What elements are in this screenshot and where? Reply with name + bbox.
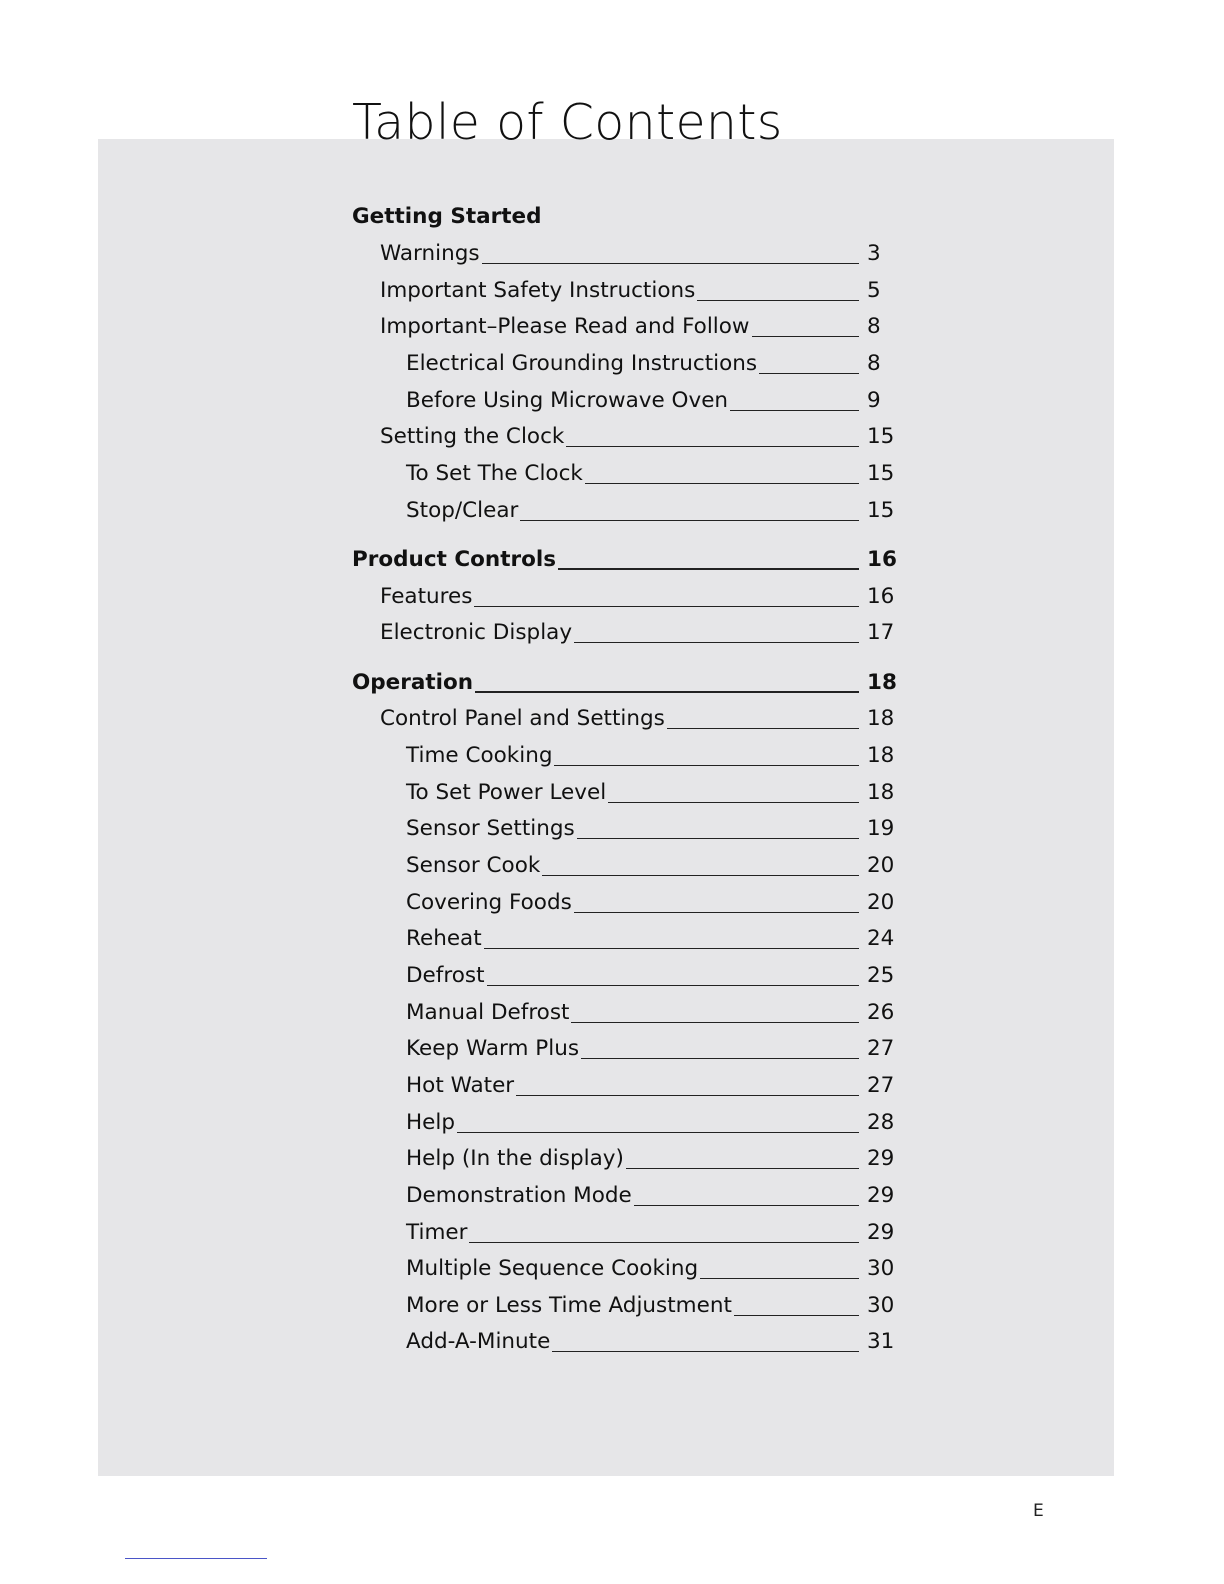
toc-entry-label: Help (In the display) <box>406 1146 624 1171</box>
toc-entry-manual-defrost[interactable] <box>352 992 893 1028</box>
toc-entry-label: Electrical Grounding Instructions <box>406 351 758 376</box>
toc-page-number: 8 <box>867 351 881 376</box>
toc-entry-sensor-cook[interactable] <box>352 845 893 881</box>
toc-entry-more-or-less-time[interactable] <box>352 1285 893 1321</box>
toc-leader <box>558 568 859 570</box>
toc-entry-to-set-power-level[interactable] <box>352 772 893 808</box>
toc-entry-label: Add-A-Minute <box>406 1329 551 1354</box>
toc-leader <box>475 691 859 693</box>
toc-leader <box>542 875 859 876</box>
page-title: Table of Contents <box>352 94 783 151</box>
toc-page-number: 29 <box>867 1220 895 1245</box>
toc-leader <box>516 1095 859 1096</box>
toc-entry-stop-clear[interactable] <box>352 490 893 526</box>
toc-entry-electrical-grounding[interactable] <box>352 343 893 379</box>
toc-entry-label: Sensor Cook <box>406 853 541 878</box>
toc-entry-defrost[interactable] <box>352 955 893 991</box>
toc-page-number: 18 <box>867 706 895 731</box>
toc-leader <box>520 520 859 521</box>
toc-page-number: 16 <box>867 547 897 572</box>
toc-leader <box>585 483 859 484</box>
toc-entry-label: Important–Please Read and Follow <box>380 314 750 339</box>
toc-page-number: 30 <box>867 1256 895 1281</box>
toc-entry-hot-water[interactable] <box>352 1065 893 1101</box>
toc-leader <box>700 1278 859 1279</box>
toc-page-number: 15 <box>867 424 895 449</box>
toc-page-number: 15 <box>867 498 895 523</box>
toc-page-number: 30 <box>867 1293 895 1318</box>
toc-leader <box>577 838 859 839</box>
toc-entry-label: Manual Defrost <box>406 1000 570 1025</box>
toc-section-label: Operation <box>352 670 474 695</box>
toc-entry-label: Before Using Microwave Oven <box>406 388 729 413</box>
toc-page-number: 3 <box>867 241 881 266</box>
toc-entry-label: Help <box>406 1110 456 1135</box>
toc-entry-label: To Set Power Level <box>406 780 607 805</box>
toc-leader <box>626 1168 859 1169</box>
toc-entry-timer[interactable] <box>352 1212 893 1248</box>
toc-entry-label: Sensor Settings <box>406 816 575 841</box>
toc-entry-label: Multiple Sequence Cooking <box>406 1256 699 1281</box>
toc-entry-label: Control Panel and Settings <box>380 706 665 731</box>
toc-page-number: 24 <box>867 926 895 951</box>
toc-entry-label: Reheat <box>406 926 482 951</box>
language-marker: E <box>1033 1501 1044 1521</box>
toc-leader <box>487 985 859 986</box>
toc-page-number: 18 <box>867 780 895 805</box>
toc-entry-label: More or Less Time Adjustment <box>406 1293 732 1318</box>
toc-leader <box>484 948 859 949</box>
toc-page-number: 31 <box>867 1329 895 1354</box>
toc-entry-label: Keep Warm Plus <box>406 1036 580 1061</box>
toc-page-number: 20 <box>867 853 895 878</box>
toc-page-number: 27 <box>867 1036 895 1061</box>
toc-leader <box>482 263 859 264</box>
toc-entry-electronic-display[interactable] <box>352 612 893 648</box>
toc-page-number: 18 <box>867 743 895 768</box>
toc-entry-label: Demonstration Mode <box>406 1183 632 1208</box>
toc-page-number: 5 <box>867 278 881 303</box>
toc-entry-sensor-settings[interactable] <box>352 808 893 844</box>
toc-entry-help[interactable] <box>352 1102 893 1138</box>
toc-section-product-controls[interactable] <box>352 539 897 575</box>
toc-page-number: 25 <box>867 963 895 988</box>
toc-page-number: 29 <box>867 1146 895 1171</box>
toc-entry-important-safety-instructions[interactable] <box>352 270 893 306</box>
toc-entry-time-cooking[interactable] <box>352 735 893 771</box>
toc-leader <box>634 1205 859 1206</box>
toc-page-number: 8 <box>867 314 881 339</box>
toc-entry-warnings[interactable] <box>352 233 893 269</box>
toc-leader <box>574 912 859 913</box>
toc-entry-control-panel-and-settings[interactable] <box>352 698 893 734</box>
toc-entry-label: Important Safety Instructions <box>380 278 696 303</box>
toc-leader <box>552 1351 859 1352</box>
toc-page-number: 27 <box>867 1073 895 1098</box>
toc-entry-setting-the-clock[interactable] <box>352 416 893 452</box>
toc-section-label: Product Controls <box>352 547 557 572</box>
toc-section-getting-started[interactable] <box>352 196 893 232</box>
toc-entry-multiple-sequence-cooking[interactable] <box>352 1248 893 1284</box>
toc-page-number: 26 <box>867 1000 895 1025</box>
toc-entry-label: Electronic Display <box>380 620 573 645</box>
toc-page-number: 16 <box>867 584 895 609</box>
toc-entry-demonstration-mode[interactable] <box>352 1175 893 1211</box>
toc-page-number: 19 <box>867 816 895 841</box>
toc-leader <box>571 1022 859 1023</box>
toc-entry-features[interactable] <box>352 576 893 612</box>
footer-link-underline[interactable] <box>125 1558 267 1559</box>
toc-page-number: 20 <box>867 890 895 915</box>
toc-entry-label: Hot Water <box>406 1073 515 1098</box>
toc-section-operation[interactable] <box>352 662 897 698</box>
toc-page-number: 18 <box>867 670 897 695</box>
toc-leader <box>457 1132 859 1133</box>
toc-page-number: 29 <box>867 1183 895 1208</box>
toc-leader <box>474 606 859 607</box>
toc-leader <box>667 728 859 729</box>
toc-entry-label: Features <box>380 584 473 609</box>
toc-section-label: Getting Started <box>352 204 542 229</box>
toc-entry-before-using-microwave[interactable] <box>352 380 893 416</box>
toc-entry-label: Warnings <box>380 241 480 266</box>
toc-page-number: 17 <box>867 620 895 645</box>
toc-entry-covering-foods[interactable] <box>352 882 893 918</box>
toc-leader <box>554 765 859 766</box>
toc-entry-to-set-the-clock[interactable] <box>352 453 893 489</box>
toc-entry-label: To Set The Clock <box>406 461 583 486</box>
toc-entry-please-read-and-follow[interactable] <box>352 306 893 342</box>
toc-entry-help-in-display[interactable] <box>352 1138 893 1174</box>
toc-entry-keep-warm-plus[interactable] <box>352 1028 893 1064</box>
toc-entry-label: Setting the Clock <box>380 424 565 449</box>
toc-entry-add-a-minute[interactable] <box>352 1321 893 1357</box>
toc-entry-label: Defrost <box>406 963 485 988</box>
toc-entry-reheat[interactable] <box>352 918 893 954</box>
toc-leader <box>752 336 859 337</box>
toc-page-number: 9 <box>867 388 881 413</box>
toc-leader <box>581 1058 859 1059</box>
toc-leader <box>469 1242 859 1243</box>
toc-entry-label: Covering Foods <box>406 890 572 915</box>
toc-leader <box>574 642 859 643</box>
toc-entry-label: Time Cooking <box>406 743 553 768</box>
toc-leader <box>566 446 859 447</box>
toc-page-number: 28 <box>867 1110 895 1135</box>
toc-leader <box>608 802 859 803</box>
toc-page-number: 15 <box>867 461 895 486</box>
toc-entry-label: Stop/Clear <box>406 498 519 523</box>
toc-entry-label: Timer <box>406 1220 468 1245</box>
toc-leader <box>697 300 859 301</box>
toc-leader <box>759 373 859 374</box>
toc-leader <box>734 1315 859 1316</box>
toc-leader <box>730 410 859 411</box>
